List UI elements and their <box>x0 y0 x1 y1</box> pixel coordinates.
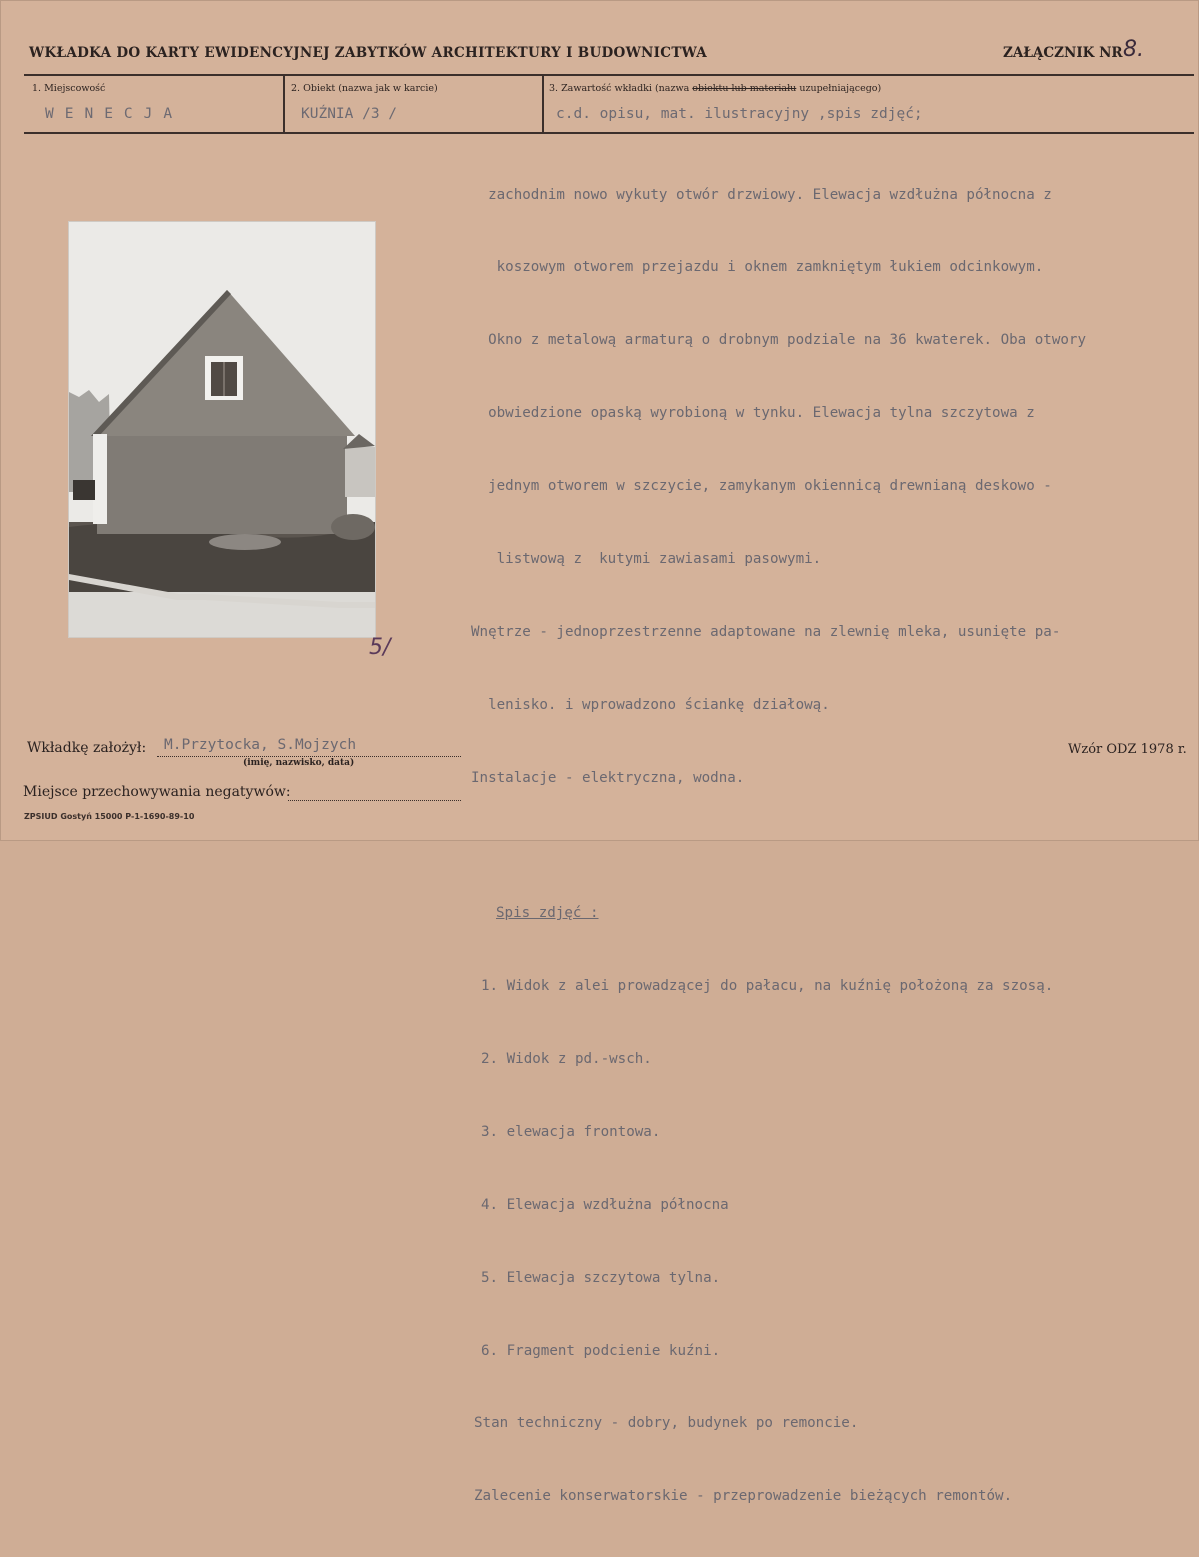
negatives-line <box>288 800 461 801</box>
photo-caption-number: 5/ <box>369 635 391 660</box>
object-label: 2. Obiekt (nazwa jak w karcie) <box>291 83 438 94</box>
photo-list-item: 1. Widok z alei prowadzącej do pałacu, na kuźnię położoną za szosą. <box>481 978 1054 995</box>
content-label <box>549 83 881 94</box>
photo-list-item: 2. Widok z pd.-wsch. <box>481 1050 652 1067</box>
building-photo <box>69 222 375 637</box>
field-divider-1 <box>283 75 285 133</box>
forge-gable-photo <box>69 222 375 637</box>
description-line: Instalacje - elektryczna, wodna. <box>471 769 745 786</box>
recommendation-text: Zalecenie konserwatorskie - przeprowadzenie bieżących remontów. <box>474 1488 1013 1505</box>
condition-text: Stan techniczny - dobry, budynek po remoncie. <box>474 1415 859 1432</box>
description-line: lenisko. i wprowadzono ściankę działową. <box>471 696 830 713</box>
content-label-prefix: 3. Zawartość wkładki (nazwa <box>549 83 690 94</box>
description-body <box>471 134 1191 1557</box>
photo-list-heading: Spis zdjęć : <box>496 905 599 922</box>
negatives-label: Miejsce przechowywania negatywów: <box>23 784 291 800</box>
description-line: obwiedzione opaską wyrobioną w tynku. Elewacja tylna szczytowa z <box>471 405 1035 422</box>
description-line: Okno z metalową armaturą o drobnym podziale na 36 kwaterek. Oba otwory <box>471 332 1086 349</box>
content-value: c.d. opisu, mat. ilustracyjny ,spis zdjęć; <box>556 106 923 122</box>
content-label-struck: obiektu lub materiału <box>692 83 797 94</box>
description-line: Wnętrze - jednoprzestrzenne adaptowane na zlewnię mleka, usunięte pa- <box>471 623 1061 640</box>
form-title: WKŁADKA DO KARTY EWIDENCYJNEJ ZABYTKÓW ARCHITEKTURY I BUDOWNICTWA <box>29 45 708 61</box>
field-divider-2 <box>542 75 544 133</box>
content-label-suffix: uzupełniającego) <box>799 83 882 94</box>
description-line: zachodnim nowo wykuty otwór drzwiowy. Elewacja wzdłużna północna z <box>471 186 1052 203</box>
photo-list-item: 5. Elewacja szczytowa tylna. <box>481 1269 721 1286</box>
description-line: koszowym otworem przejazdu i oknem zamkniętym łukiem odcinkowym. <box>471 259 1044 276</box>
annex-label: ZAŁĄCZNIK NR <box>1003 45 1123 61</box>
created-by-value: M.Przytocka, S.Mojzych <box>164 737 357 753</box>
printer-imprint: ZPSIUD Gostyń 15000 P-1-1690-89-10 <box>24 812 195 821</box>
created-by-hint: (imię, nazwisko, data) <box>243 758 355 768</box>
photo-list-item: 6. Fragment podcienie kuźni. <box>481 1342 721 1359</box>
photo-list-item: 3. elewacja frontowa. <box>481 1123 661 1140</box>
description-line: listwową z kutymi zawiasami pasowymi. <box>471 551 822 568</box>
header-top-rule <box>24 74 1194 76</box>
locality-label: 1. Miejscowość <box>32 83 106 94</box>
form-pattern: Wzór ODZ 1978 r. <box>1068 742 1187 757</box>
created-by-line <box>157 756 461 757</box>
object-value: KUŹNIA /3 / <box>301 106 398 122</box>
locality-value: WENECJA <box>45 106 184 122</box>
annex-number: 8. <box>1123 37 1144 62</box>
photo-list-item: 4. Elewacja wzdłużna północna <box>481 1196 729 1213</box>
created-by-label: Wkładkę założył: <box>27 740 147 756</box>
description-line: jednym otworem w szczycie, zamykanym okiennicą drewnianą deskowo - <box>471 478 1052 495</box>
